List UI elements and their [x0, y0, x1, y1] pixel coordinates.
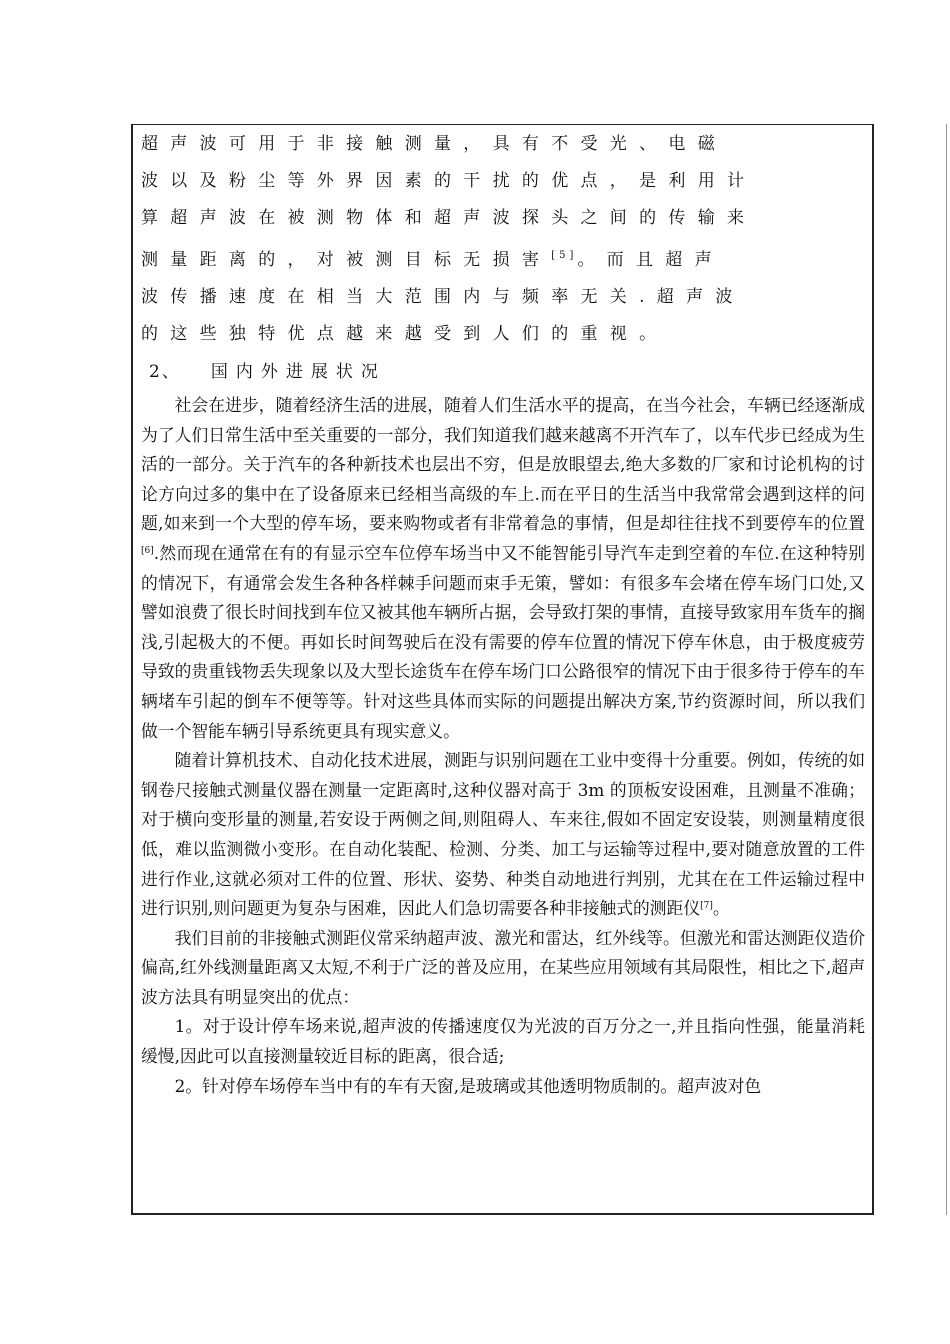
paragraph-2: 随着计算机技术、自动化技术进展，测距与识别问题在工业中变得十分重要。例如，传统的如钢卷尺接触式测量仪器在测量一定距离时,这种仪器对高于 3m 的顶板安设困难，且测量不准确；对于横向变形量的测量,若安设于两侧之间,则阻碍人、车来往,假如不固定安设装，则测量精度很低，难以监测微小变形。在自动化装配、检测、分类、加工与运输等过程中,要对随意放置的工件进行作业,这就必须对工件的位置、形状、姿势、种类自动地进行判别，尤其在在工件运输过程中进行识别,则问题更为复杂与困难，因此人们急切需要各种非接触式的测距仪[7]。	[141, 750, 865, 919]
section-title: 国内外进展状况	[210, 362, 386, 382]
citation-7: [7]	[700, 901, 713, 912]
citation-5: [5]	[551, 250, 578, 261]
paragraph-1: 社会在进步，随着经济生活的进展，随着人们生活水平的提高，在当今社会，车辆已经逐渐成为了人们日常生活中至关重要的一部分，我们知道我们越来越离不开汽车了，以车代步已经成为生活的一部分。关于汽车的各种新技术也层出不穷，但是放眼望去,绝大多数的厂家和讨论机构的讨论方向过多的集中在了设备原来已经相当高级的车上.而在平日的生活当中我常常会遇到这样的问题,如来到一个大型的停车场，要来购物或者有非常着急的事情，但是却往往找不到要停车的位置[6].然而现在通常在有的有显示空车位停车场当中又不能智能引导汽车走到空着的车位.在这种特别的情况下，有通常会发生各种各样棘手问题而束手无策，譬如：有很多车会堵在停车场门口处,又譬如浪费了很长时间找到车位又被其他车辆所占据，会导致打架的事情，直接导致家用车货车的搁浅,引起极大的不便。再如长时间驾驶后在没有需要的停车位置的情况下停车休息，由于极度疲劳导致的贵重钱物丢失现象以及大型长途货车在停车场门口公路很窄的情况下由于很多待于停车的车辆堵车引起的倒车不便等等。针对这些具体而实际的问题提出解决方案,节约资源时间，所以我们做一个智能车辆引导系统更具有现实意义。	[141, 395, 865, 741]
intro-line-6: 的这些独特优点越来越受到人们的重视。	[141, 324, 669, 344]
intro-line-1: 超声波可用于非接触测量，具有不受光、电磁	[141, 134, 727, 154]
section-heading	[141, 355, 865, 389]
paragraph-3: 我们目前的非接触式测距仪常采纳超声波、激光和雷达，红外线等。但激光和雷达测距仪造价偏高,红外线测量距离又太短,不利于广泛的普及应用，在某些应用领域有其局限性，相比之下,超声波方法具有明显突出的优点：	[141, 927, 865, 1007]
citation-6: [6]	[141, 545, 154, 556]
intro-line-5: 波传播速度在相当大范围内与频率无关.超声波	[141, 287, 745, 307]
document-body	[141, 126, 865, 1101]
intro-line-2: 波以及粉尘等外界因素的干扰的优点，是利用计	[141, 171, 757, 191]
intro-line-3: 算超声波在被测物体和超声波探头之间的传输来	[141, 208, 757, 228]
page-edge-line	[946, 124, 947, 1215]
intro-line-4: 测量距离的，对被测目标无损害[5]。而且超声	[141, 250, 724, 270]
section-number: 2、	[149, 362, 181, 382]
paragraph-4: 1。对于设计停车场来说,超声波的传播速度仅为光波的百万分之一,并且指向性强，能量消耗缓慢,因此可以直接测量较近目标的距离，很合适;	[141, 1016, 865, 1067]
paragraph-5: 2。针对停车场停车当中有的车有天窗,是玻璃或其他透明物质制的。超声波对色	[174, 1075, 762, 1096]
